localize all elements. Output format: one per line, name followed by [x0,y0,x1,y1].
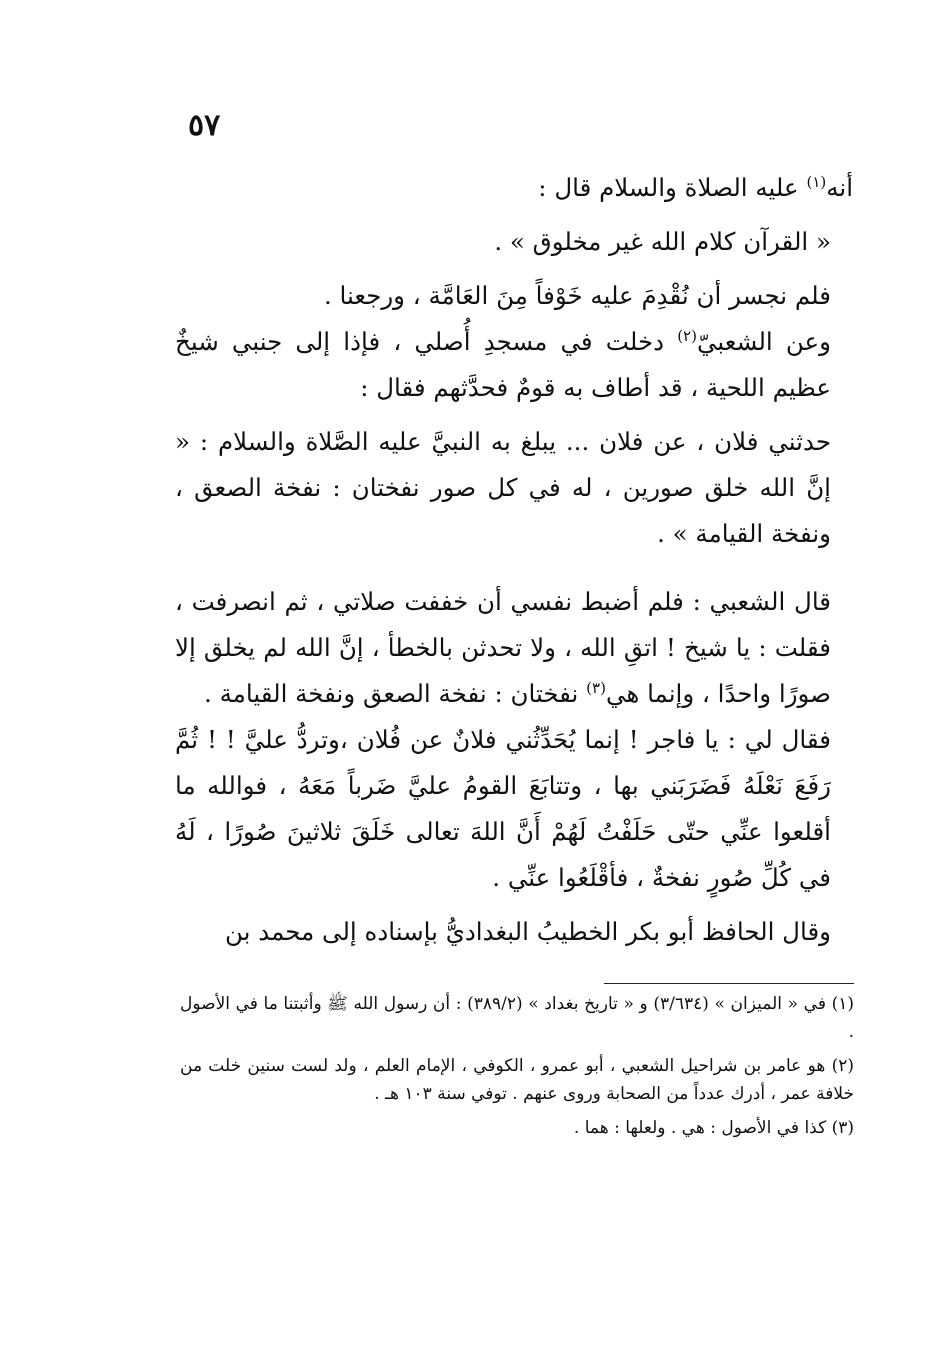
paragraph-4: وعن الشعبيّ$^{(٢)}$ دخلت في مسجدِ أُصلي ، فإذا إلى جنبي شيخٌ عظيم اللحية ، قد أطاف به قومٌ فحدَّثهم فقال : [175,326,831,402]
footnote-2: (٢) هو عامر بن شراحيل الشعبي ، أبو عمرو ، الكوفي ، الإمام العلم ، ولد لست سنين خلت من خلافة عمر ، أدرك عدداً من الصحابة وروى عنهم . توفي سنة ١٠٣ هـ . [180,1056,854,1104]
footnote-3: (٣) كذا في الأصول : هي . ولعلها : هما . [573,1118,854,1138]
footnote-ref-1: (١) [806,172,827,191]
main-text [175,165,853,955]
paragraph-8: وقال الحافظ أبو بكر الخطيبُ البغداديُّ بإسناده إلى محمد بن [225,917,831,946]
paragraph-5: حدثني فلان ، عن فلان ... يبلغ به النبيَّ عليه الصَّلاة والسلام : « إنَّ الله خلق صورين ، له في كل صور نفختان : نفخة الصعق ، ونفخة القيامة » . [175,427,831,548]
footnote-separator [604,983,854,984]
page-number: ٥٧ [188,108,221,143]
hadith-quote: « القرآن كلام الله غير مخلوق » . [494,227,831,256]
footnote-1: (١) في « الميزان » (٣/٦٣٤) و « تاريخ بغداد » (٣٨٩/٢) : أن رسول الله ﷺ وأثبتنا ما في الأصول . [180,994,854,1042]
footnote-ref-3: (٣) [586,678,606,697]
paragraph-3: فلم نجسر أن نُقْدِمَ عليه خَوْفاً مِنَ العَامَّة ، ورجعنا . [323,281,831,310]
footnotes [180,990,854,1148]
paragraph-6: قال الشعبي : فلم أضبط نفسي أن خففت صلاتي ، ثم انصرفت ، فقلت : يا شيخ ! اتقِ الله ، ولا تحدثن بالخطأ ، إنَّ الله لم يخلق إلا صورًا واحدًا ، وإنما هي$^{(٣)}$ نفختان : نفخة الصعق ونفخة القيامة . [175,587,831,708]
paragraph-7: فقال لي : يا فاجر ! إنما يُحَدِّثُني فلانٌ عن فُلان ،وتردُّ عليَّ ! ! ثُمَّ رَفَعَ نَعْلَهُ فَضَرَبَني بها ، وتتابَعَ القومُ عليَّ ضَرباً مَعَهُ ، فوالله ما أقلعوا عنِّي حتّى حَلَفْتُ لَهُمْ أَنَّ اللهَ تعالى خَلَقَ ثلاثينَ صُورًا ، لَهُ في كُلِّ صُورٍ نفخةٌ ، فأقْلَعُوا عنِّي . [175,725,831,892]
footnote-ref-2: (٢) [677,326,697,345]
paragraph-1: أنه$^{(١)}$ عليه الصلاة والسلام قال : [538,172,853,202]
